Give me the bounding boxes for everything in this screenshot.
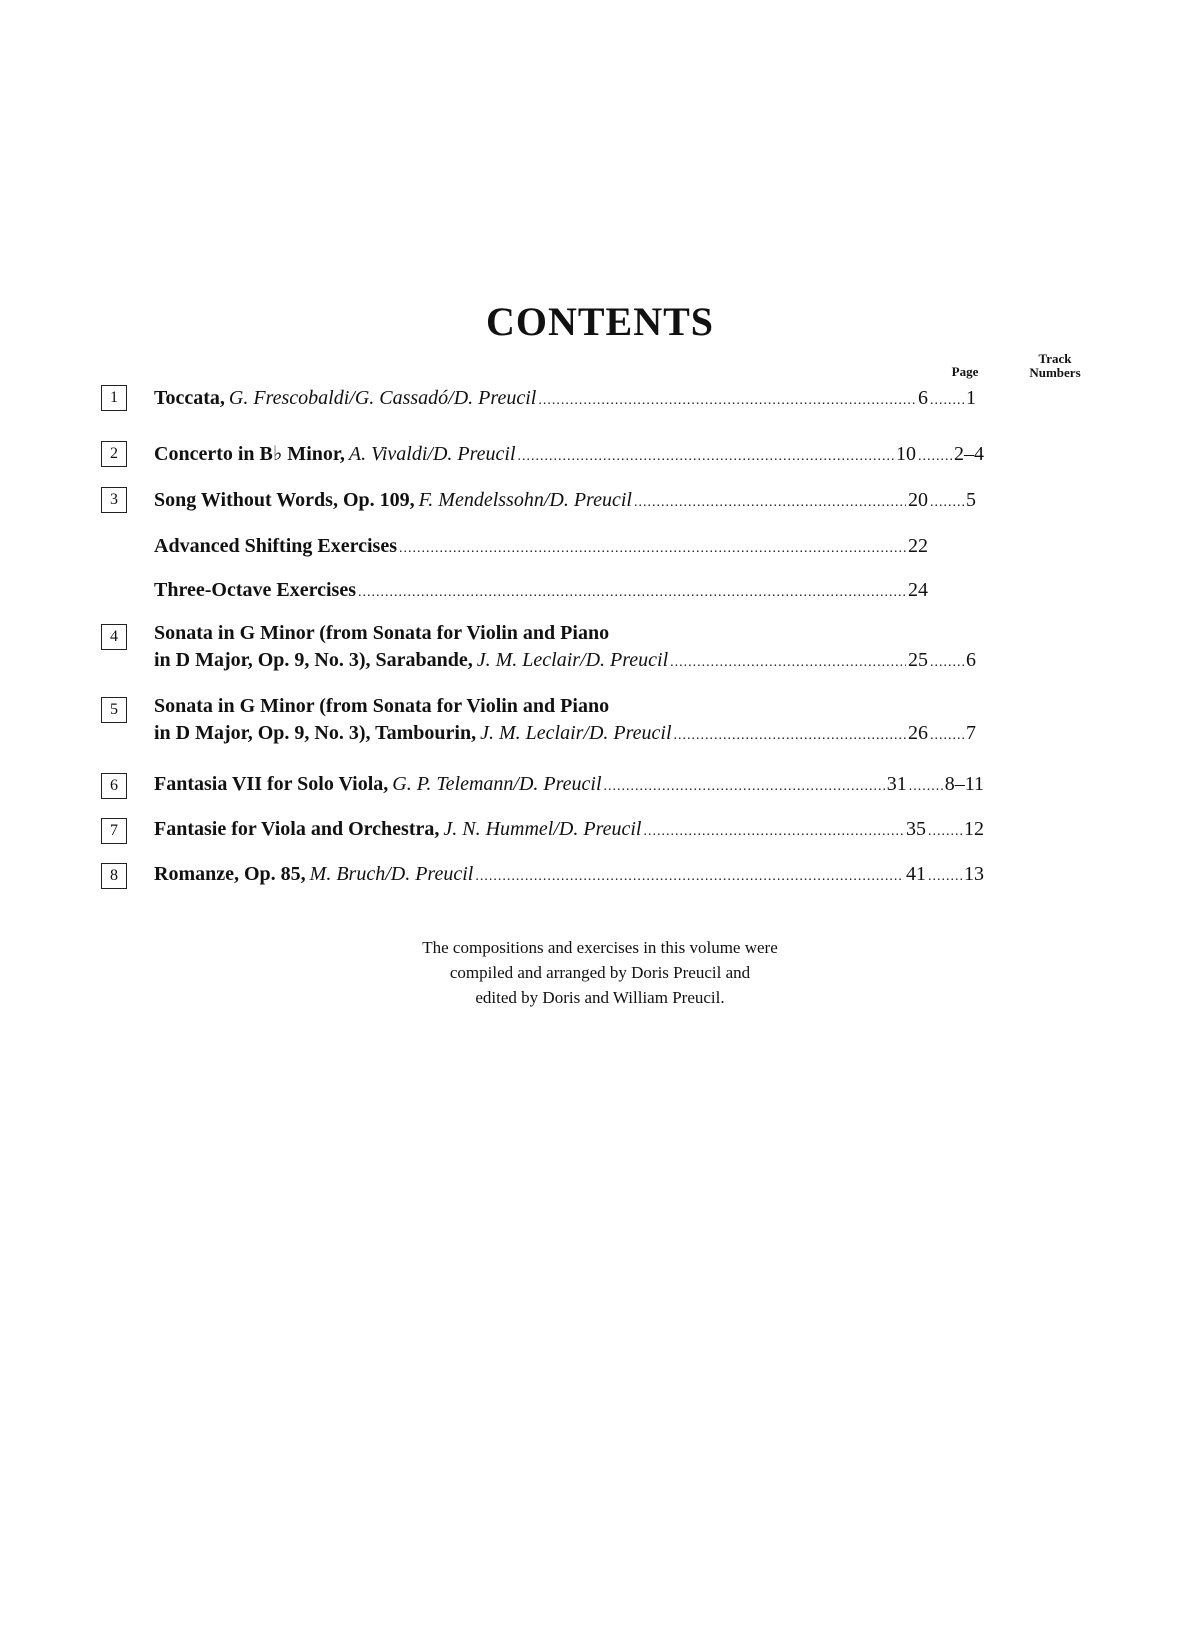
entry-line: [154, 647, 984, 673]
entry-tracks: 8–11: [944, 773, 984, 795]
dot-leader: [930, 388, 964, 414]
entry-title: Three-Octave Exercises: [154, 579, 356, 601]
dot-leader: [930, 723, 964, 749]
entry-page: 41: [906, 863, 926, 885]
entry-composer: J. M. Leclair/D. Preucil: [476, 649, 669, 671]
entry-page: 20: [908, 489, 928, 511]
credits-line: The compositions and exercises in this volume were: [422, 938, 778, 957]
entry-line: [154, 816, 984, 842]
entry-composer: J. N. Hummel/D. Preucil: [443, 818, 642, 840]
entry-composer: J. M. Leclair/D. Preucil: [480, 722, 672, 744]
entry-tracks: 12: [964, 818, 984, 840]
entry-title: in D Major, Op. 9, No. 3), Sarabande,: [154, 649, 473, 671]
track-number-box: 6: [101, 773, 127, 799]
dot-leader: [928, 819, 962, 845]
track-number-box: 2: [101, 441, 127, 467]
dot-leader: [358, 580, 906, 606]
track-number-box: 5: [101, 697, 127, 723]
entry-composer: F. Mendelssohn/D. Preucil: [418, 489, 632, 511]
entry-tracks: 1: [966, 387, 976, 409]
entry-title: Fantasia VII for Solo Viola,: [154, 773, 389, 795]
credits-line: edited by Doris and William Preucil.: [475, 988, 725, 1007]
dot-leader: [918, 444, 952, 470]
entry-tracks: 6: [966, 649, 976, 671]
entry-tracks: 7: [966, 722, 976, 744]
entry-page: 35: [906, 818, 926, 840]
track-number-box: 3: [101, 487, 127, 513]
credits-note: [0, 935, 1200, 1010]
dot-leader: [670, 650, 906, 676]
entry-tracks: 13: [964, 863, 984, 885]
track-number-box: 1: [101, 385, 127, 411]
track-number-box: 7: [101, 818, 127, 844]
dot-leader: [518, 444, 894, 470]
dot-leader: [604, 774, 885, 800]
entry-line: [154, 861, 984, 887]
page-title: CONTENTS: [485, 299, 715, 344]
entry-title-line1: Sonata in G Minor (from Sonata for Violin and Piano: [154, 622, 610, 644]
entry-page: 10: [896, 443, 916, 465]
credits-line: compiled and arranged by Doris Preucil and: [449, 963, 751, 982]
track-number-box: 8: [101, 863, 127, 889]
entry-composer: A. Vivaldi/D. Preucil: [348, 443, 516, 465]
entry-title-line1: Sonata in G Minor (from Sonata for Violin and Piano: [154, 695, 610, 717]
entry-title: Toccata,: [154, 387, 225, 409]
dot-leader: [930, 650, 964, 676]
dot-leader: [674, 723, 906, 749]
dot-leader: [538, 388, 916, 414]
entry-title: in D Major, Op. 9, No. 3), Tambourin,: [154, 722, 477, 744]
dot-leader: [399, 536, 906, 562]
dot-leader: [909, 774, 943, 800]
entry-line: [154, 771, 984, 797]
entry-line: [154, 720, 984, 746]
entry-line: [154, 441, 984, 467]
entry-page: 6: [918, 387, 928, 409]
entry-title: Song Without Words, Op. 109,: [154, 489, 415, 511]
entry-page: 25: [908, 649, 928, 671]
entry-title: Fantasie for Viola and Orchestra,: [154, 818, 440, 840]
entry-line: [154, 487, 984, 513]
dot-leader: [930, 490, 964, 516]
entry-page: 22: [908, 535, 928, 557]
entry-page: 24: [908, 579, 928, 601]
track-column-header: Track Numbers: [1029, 351, 1081, 380]
entry-line: [154, 577, 984, 603]
dot-leader: [634, 490, 906, 516]
entry-tracks: 5: [966, 489, 976, 511]
entry-page: 31: [886, 773, 907, 795]
entry-composer: M. Bruch/D. Preucil: [309, 863, 474, 885]
entry-title: Romanze, Op. 85,: [154, 863, 306, 885]
entry-line: [154, 385, 984, 411]
entry-title: Advanced Shifting Exercises: [154, 535, 397, 557]
page-column-header: Page: [951, 364, 979, 379]
entry-composer: G. P. Telemann/D. Preucil: [392, 773, 602, 795]
entry-title: Concerto in B♭ Minor,: [154, 443, 345, 465]
entry-line: [154, 533, 984, 559]
track-number-box: 4: [101, 624, 127, 650]
dot-leader: [475, 864, 904, 890]
dot-leader: [928, 864, 962, 890]
dot-leader: [643, 819, 904, 845]
entry-tracks: 2–4: [954, 443, 984, 465]
entry-composer: G. Frescobaldi/G. Cassadó/D. Preucil: [228, 387, 537, 409]
entry-page: 26: [908, 722, 928, 744]
